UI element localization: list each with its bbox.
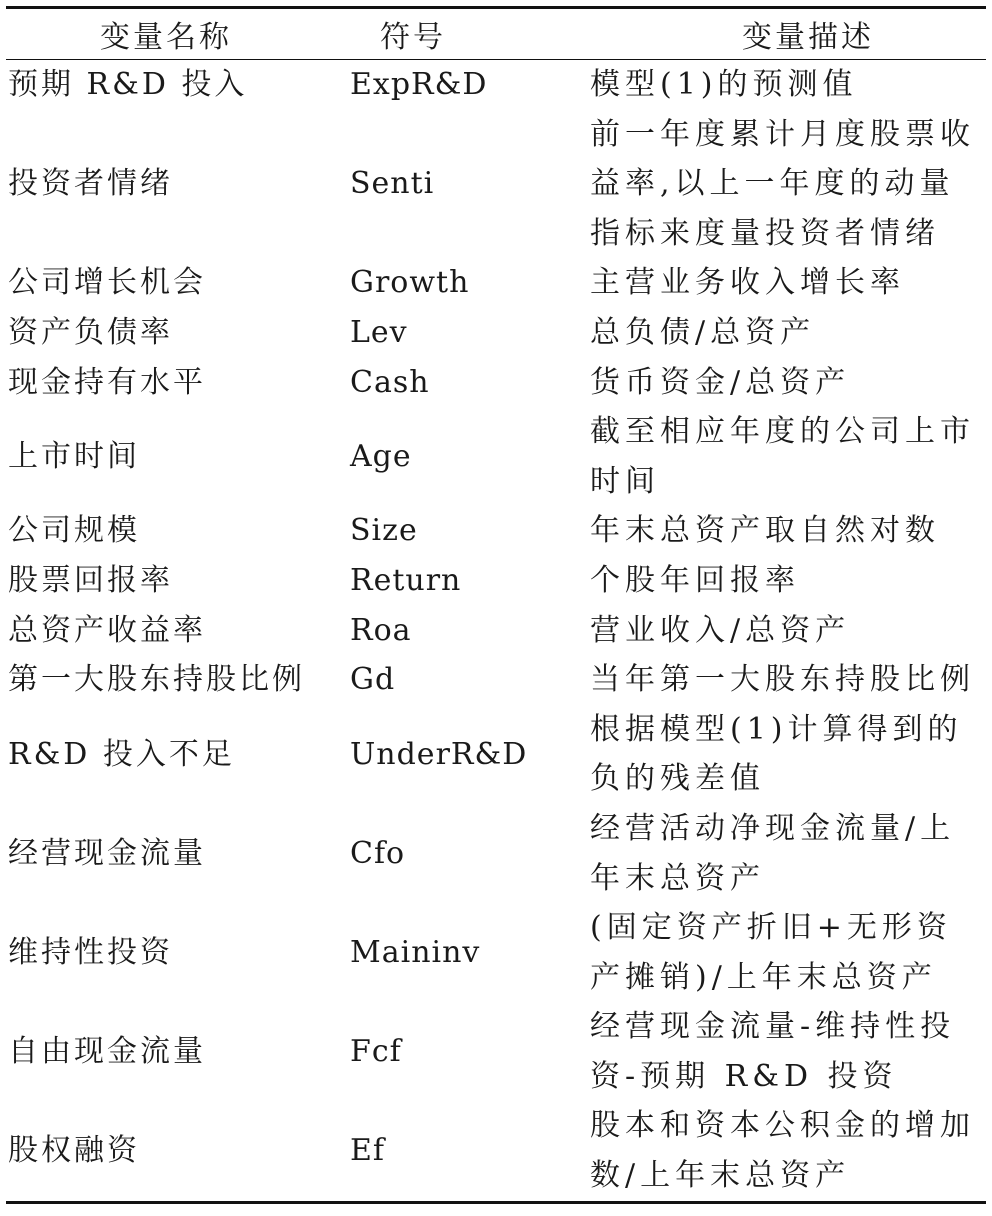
table-row	[6, 556, 986, 606]
table-row	[6, 655, 986, 705]
variable-description-cell	[590, 60, 986, 110]
description-line: 年末总资产	[590, 860, 765, 896]
description-line: 营业收入/总资产	[590, 612, 851, 648]
header-row	[6, 8, 986, 60]
description-line: 产摊销)/上年末总资产	[590, 959, 937, 995]
variable-description-cell	[590, 804, 986, 903]
table-body	[6, 60, 986, 1203]
table-row	[6, 258, 986, 308]
description-line: 根据模型(1)计算得到的	[590, 711, 963, 747]
variable-name-cell: 投资者情绪	[8, 166, 173, 202]
variable-symbol-cell: Maininv	[350, 934, 481, 970]
variable-name-cell: 维持性投资	[8, 934, 173, 970]
variable-symbol-cell: Roa	[350, 612, 412, 648]
variable-table-container	[6, 6, 986, 1204]
variable-description-cell	[590, 903, 986, 1002]
variable-symbol-cell: Return	[350, 562, 462, 598]
description-line: 负的残差值	[590, 761, 765, 797]
table-row	[6, 606, 986, 656]
variable-name-cell: 资产负债率	[8, 314, 173, 350]
description-line: 股本和资本公积金的增加	[590, 1108, 975, 1144]
variable-name-cell: 总资产收益率	[8, 612, 206, 648]
variable-description-cell	[590, 705, 986, 804]
variable-symbol-cell: Size	[350, 513, 418, 549]
table-row	[6, 804, 986, 903]
variable-name-cell: 公司规模	[8, 513, 140, 549]
table-row	[6, 407, 986, 506]
table-row	[6, 1002, 986, 1101]
variable-symbol-cell: Cfo	[350, 835, 406, 871]
variable-symbol-cell: UnderR&D	[350, 736, 528, 772]
variable-symbol-cell: Age	[350, 438, 412, 474]
header-variable-description: 变量描述	[742, 20, 874, 55]
variable-description-cell	[590, 606, 986, 656]
variable-name-cell: 自由现金流量	[8, 1034, 206, 1070]
variable-description-cell	[590, 556, 986, 606]
variable-name-cell: 股权融资	[8, 1133, 140, 1169]
variable-description-cell	[590, 407, 986, 506]
description-line: 指标来度量投资者情绪	[590, 215, 940, 251]
variable-symbol-cell: Growth	[350, 265, 470, 301]
table-row	[6, 358, 986, 408]
table-row	[6, 903, 986, 1002]
description-line: 前一年度累计月度股票收	[590, 116, 975, 152]
description-line: 时间	[590, 463, 660, 499]
variable-description-cell	[590, 110, 986, 259]
description-line: 资-预期 R&D 投资	[590, 1058, 898, 1094]
variable-name-cell: 第一大股东持股比例	[8, 662, 305, 698]
variable-description-cell	[590, 1002, 986, 1101]
description-line: 截至相应年度的公司上市	[590, 414, 975, 450]
table-row	[6, 308, 986, 358]
table-row	[6, 1101, 986, 1202]
table-header	[6, 8, 986, 60]
description-line: 总负债/总资产	[590, 314, 816, 350]
variable-description-cell	[590, 506, 986, 556]
variable-name-cell: 股票回报率	[8, 562, 173, 598]
variable-name-cell: 现金持有水平	[8, 364, 206, 400]
variable-symbol-cell: Lev	[350, 314, 408, 350]
variable-description-cell	[590, 655, 986, 705]
variable-name-cell: 经营现金流量	[8, 835, 206, 871]
variable-name-cell: 公司增长机会	[8, 265, 206, 301]
variable-description-cell	[590, 1101, 986, 1202]
description-line: 个股年回报率	[590, 562, 800, 598]
variable-description-cell	[590, 358, 986, 408]
variable-name-cell: R&D 投入不足	[8, 736, 235, 772]
description-line: 数/上年末总资产	[590, 1158, 851, 1194]
variable-symbol-cell: Fcf	[350, 1034, 402, 1070]
variable-symbol-cell: ExpR&D	[350, 67, 488, 102]
description-line: 经营现金流量-维持性投	[590, 1009, 956, 1045]
variable-symbol-cell: Cash	[350, 364, 430, 400]
variable-description-cell	[590, 258, 986, 308]
description-line: 货币资金/总资产	[590, 364, 851, 400]
variable-description-cell	[590, 308, 986, 358]
variable-symbol-cell: Senti	[350, 166, 435, 202]
header-symbol: 符号	[380, 20, 446, 55]
description-line: (固定资产折旧+无形资	[590, 910, 952, 946]
variable-name-cell: 上市时间	[8, 438, 140, 474]
table-row	[6, 705, 986, 804]
variable-name-cell: 预期 R&D 投入	[8, 67, 248, 102]
table-row	[6, 60, 986, 110]
variable-symbol-cell: Ef	[350, 1133, 386, 1169]
description-line: 当年第一大股东持股比例	[590, 662, 975, 698]
description-line: 益率,以上一年度的动量	[590, 166, 955, 202]
header-variable-name: 变量名称	[100, 20, 232, 55]
description-line: 主营业务收入增长率	[590, 265, 905, 301]
description-line: 经营活动净现金流量/上	[590, 810, 956, 846]
variable-symbol-cell: Gd	[350, 662, 396, 698]
description-line: 年末总资产取自然对数	[590, 513, 940, 549]
table-row	[6, 506, 986, 556]
variable-definition-table	[6, 6, 986, 1204]
description-line: 模型(1)的预测值	[590, 67, 858, 102]
table-row	[6, 110, 986, 259]
